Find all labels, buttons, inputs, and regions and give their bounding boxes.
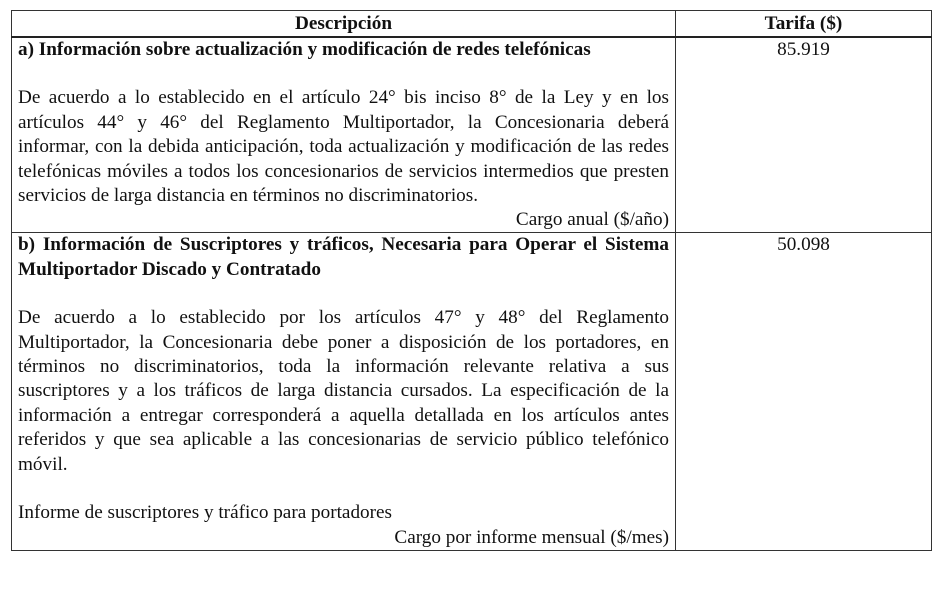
column-header-description: Descripción [12,11,676,38]
rate-cell [676,37,932,233]
table-row [12,37,932,233]
section-paragraph: De acuerdo a lo establecido por los artículos 47° y 48° del Reglamento Multiportador, la Concesionaria debe poner a disposición de los portadores, en términos no discriminatorios, toda la información relevante relativa a sus suscriptores y a los tráficos de larga distancia cursados. La especificación de la información a entregar corresponderá a aquella detallada en los artículos antes referidos y que sea aplicable a las concesionarias de servicio público telefónico móvil. [18,307,669,475]
rate-value: 50.098 [777,234,830,256]
table-row [12,233,932,550]
charge-label: Cargo anual ($/año) [515,209,669,231]
charge-label: Cargo por informe mensual ($/mes) [394,526,669,548]
tariff-table [11,10,932,551]
section-title: b) Información de Suscriptores y tráficos, Necesaria para Operar el Sistema Multiportador Discado y Contratado [18,234,669,280]
rate-value: 85.919 [777,39,830,60]
rate-cell [676,233,932,550]
section-paragraph: De acuerdo a lo establecido en el artículo 24° bis inciso 8° de la Ley y en los artículos 44° y 46° del Reglamento Multiportador, la Concesionaria deberá informar, con la debida anticipación, toda actualización y modificación de las redes telefónicas móviles a todos los concesionarios de servicios intermedios que presten servicios de larga distancia en términos no discriminatorios. [18,87,669,207]
section-title: a) Información sobre actualización y modificación de redes telefónicas [18,39,591,60]
sub-item-label: Informe de suscriptores y tráfico para portadores [18,502,393,524]
description-cell [12,233,676,550]
column-header-rate: Tarifa ($) [676,11,932,38]
table-header-row [12,11,932,38]
description-cell [12,37,676,233]
